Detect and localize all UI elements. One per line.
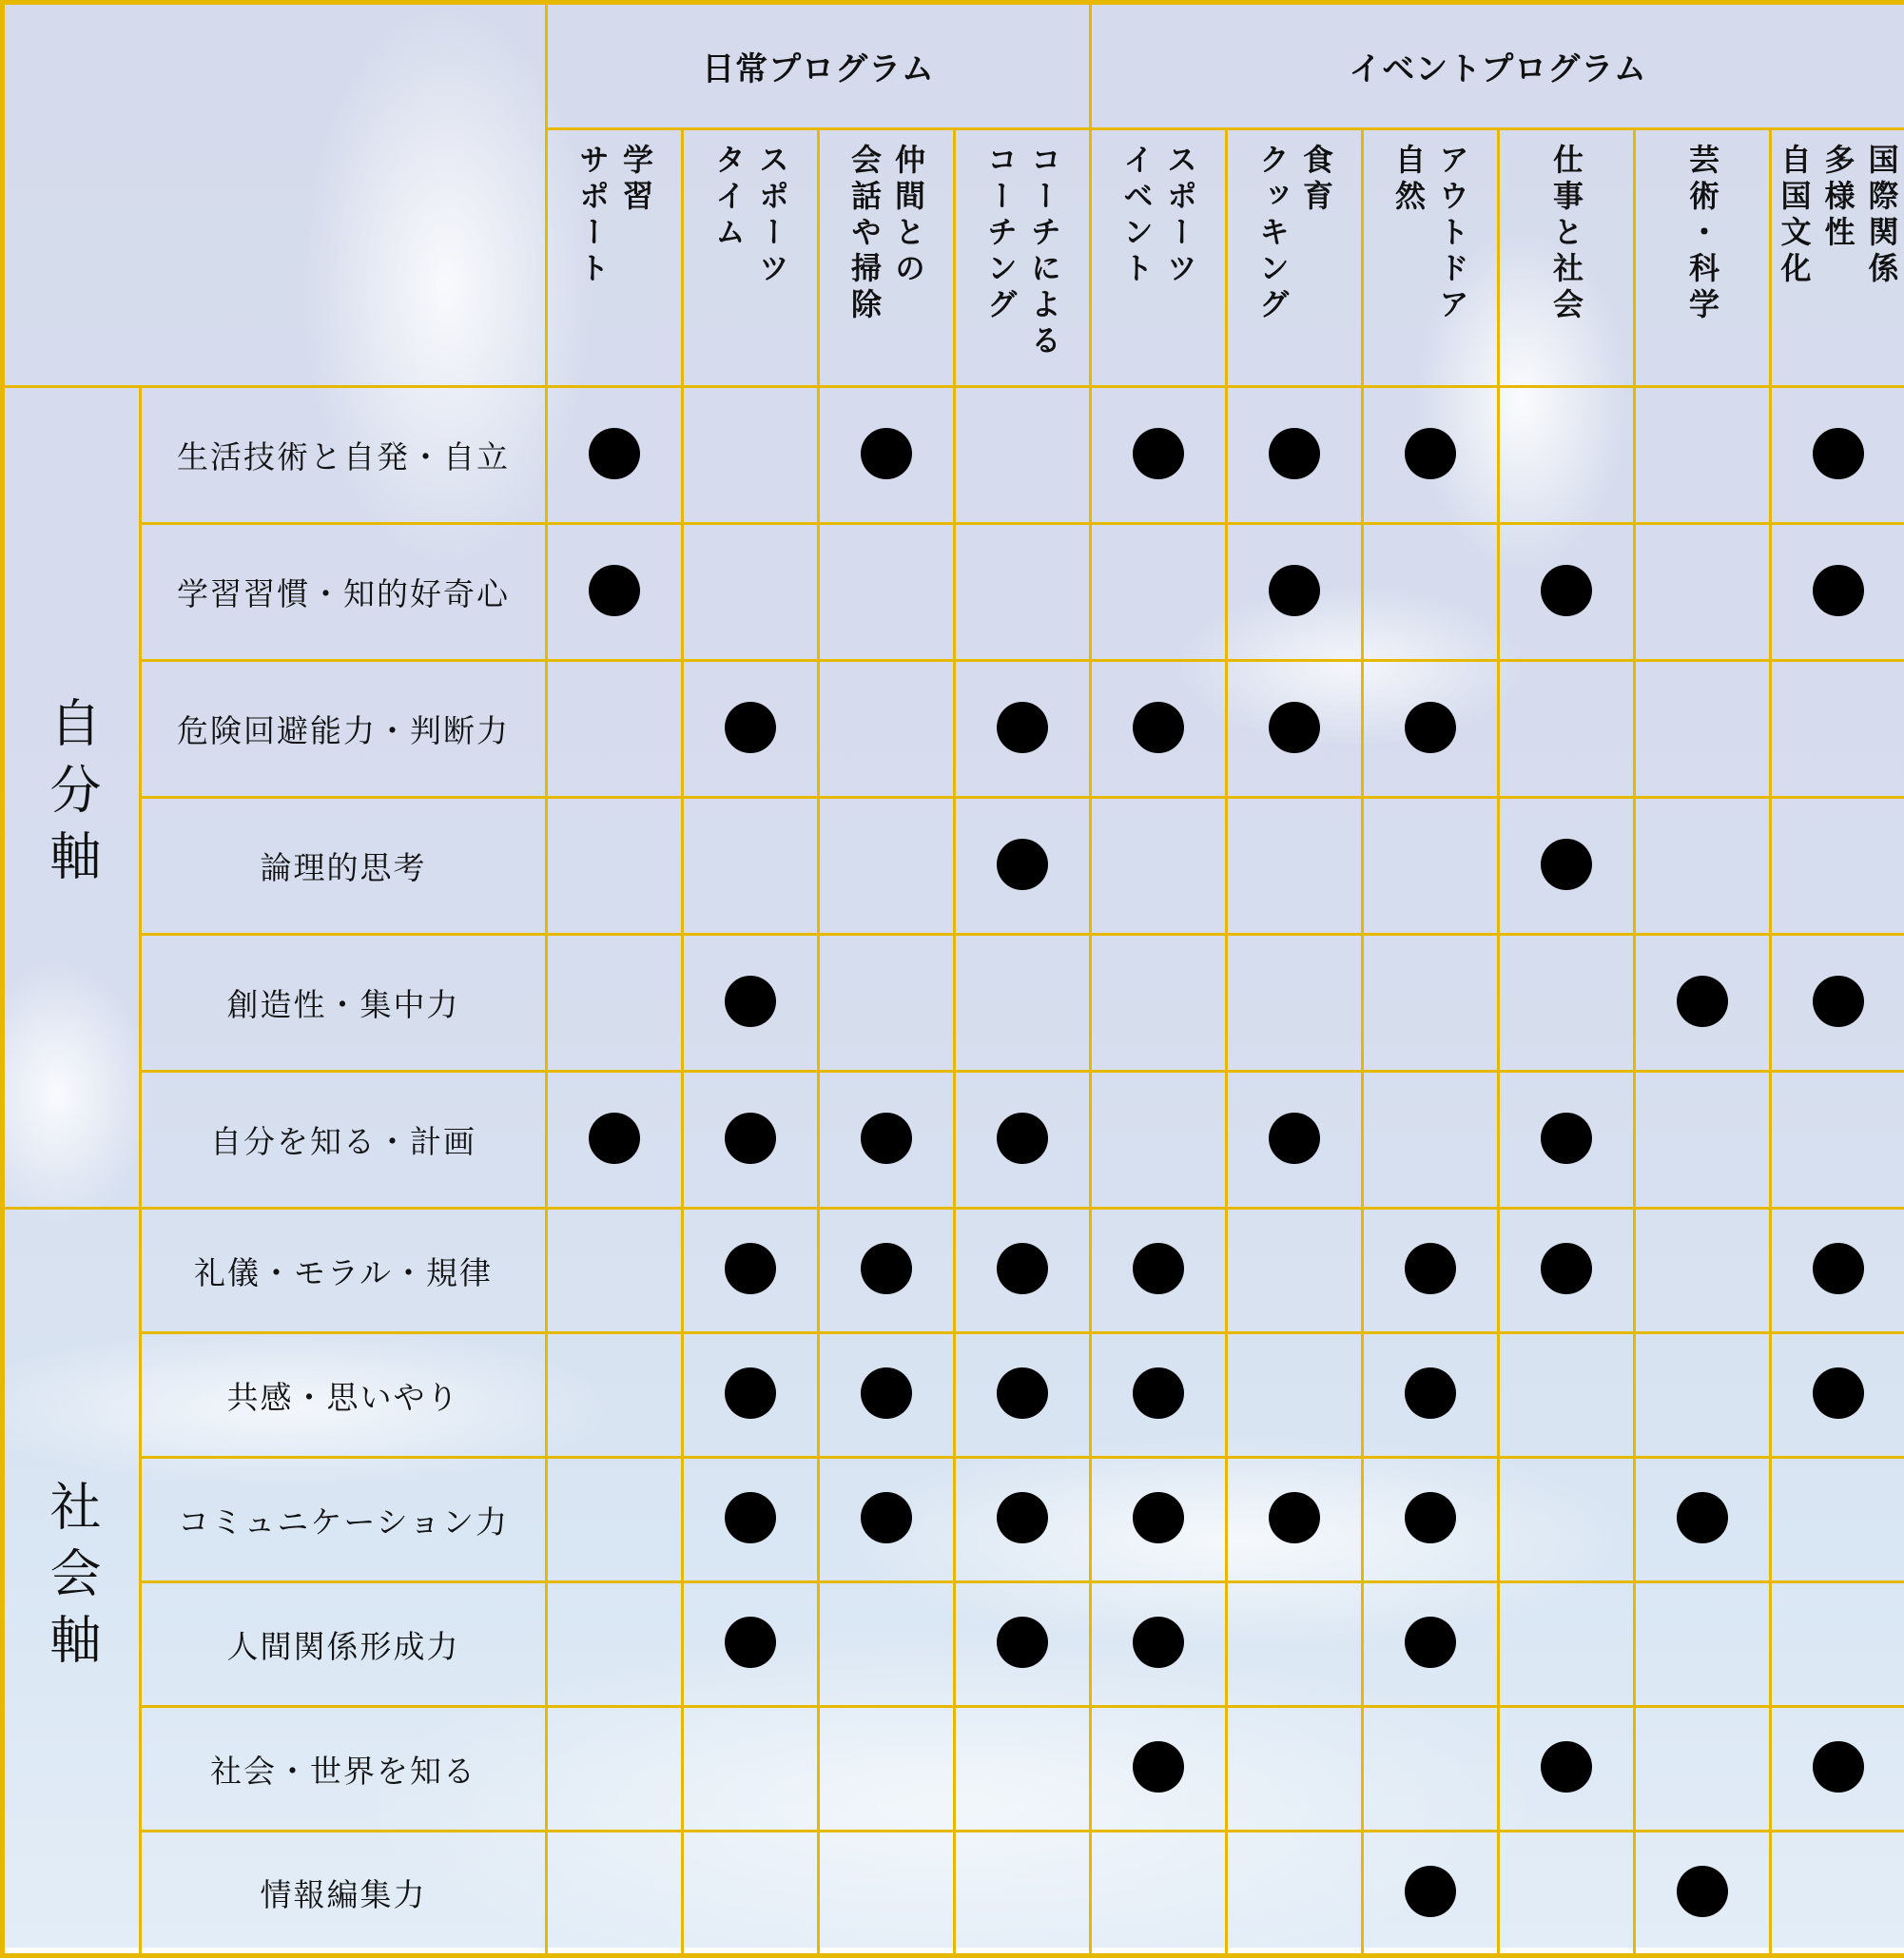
matrix-cell (819, 798, 955, 935)
filled-circle-icon (725, 1113, 776, 1164)
matrix-cell (819, 387, 955, 524)
filled-circle-icon (997, 1492, 1048, 1543)
matrix-cell (819, 1333, 955, 1458)
matrix-cell (1771, 1707, 1904, 1832)
matrix-cell (1771, 1832, 1904, 1956)
matrix-cell (683, 935, 819, 1072)
row-label: 自分を知る・計画 (210, 1123, 476, 1160)
column-header (1227, 129, 1363, 387)
matrix-cell (1771, 1209, 1904, 1333)
matrix-cell (1635, 1582, 1771, 1707)
filled-circle-icon (1133, 428, 1184, 479)
filled-circle-icon (861, 1367, 912, 1419)
row-label: 情報編集力 (261, 1876, 427, 1913)
matrix-cell (547, 1582, 683, 1707)
group-title: 日常プログラム (702, 50, 935, 88)
matrix-cell (683, 387, 819, 524)
matrix-cell (683, 1333, 819, 1458)
filled-circle-icon (1813, 976, 1864, 1027)
column-header-label: スポーツ イベント (1115, 144, 1202, 381)
column-header (819, 129, 955, 387)
row-label: 社会・世界を知る (210, 1753, 476, 1790)
matrix-cell (1635, 1458, 1771, 1582)
matrix-cell (1091, 1458, 1227, 1582)
matrix-cell (683, 1209, 819, 1333)
matrix-cell (1091, 1707, 1227, 1832)
filled-circle-icon (861, 1492, 912, 1543)
filled-circle-icon (1269, 1492, 1320, 1543)
column-header-label: アウトドア 自然 (1387, 144, 1474, 381)
matrix-cell (1499, 1333, 1635, 1458)
matrix-cell (1635, 1832, 1771, 1956)
filled-circle-icon (725, 1492, 776, 1543)
matrix-cell (1771, 798, 1904, 935)
filled-circle-icon (1541, 1113, 1592, 1164)
column-header (1635, 129, 1771, 387)
matrix-cell (1499, 1832, 1635, 1956)
table-row (3, 798, 1904, 935)
matrix-cell (1227, 1209, 1363, 1333)
matrix-cell (1635, 524, 1771, 661)
column-header (547, 129, 683, 387)
filled-circle-icon (1405, 1866, 1456, 1917)
filled-circle-icon (589, 1113, 640, 1164)
matrix-cell (1363, 524, 1499, 661)
row-label-cell (141, 935, 547, 1072)
matrix-cell (819, 1209, 955, 1333)
group-header (547, 3, 1091, 129)
matrix-cell (1363, 1832, 1499, 1956)
filled-circle-icon (1813, 428, 1864, 479)
column-header (1091, 129, 1227, 387)
column-header-label: 仲間との 会話や掃除 (843, 144, 930, 381)
filled-circle-icon (1405, 1617, 1456, 1668)
filled-circle-icon (861, 1243, 912, 1294)
axis-cell (3, 1209, 141, 1956)
table-row (3, 1832, 1904, 1956)
table-row (3, 1707, 1904, 1832)
matrix-cell (955, 387, 1091, 524)
matrix-cell (1635, 1333, 1771, 1458)
filled-circle-icon (725, 702, 776, 753)
filled-circle-icon (1269, 1113, 1320, 1164)
column-header (1499, 129, 1635, 387)
matrix-cell (1227, 1832, 1363, 1956)
matrix-cell (1363, 387, 1499, 524)
matrix-cell (683, 798, 819, 935)
matrix-cell (1227, 1582, 1363, 1707)
matrix-cell (1635, 661, 1771, 798)
matrix-cell (1363, 1072, 1499, 1209)
column-header-label: 食育 クッキング (1251, 144, 1338, 381)
filled-circle-icon (1405, 1492, 1456, 1543)
matrix-cell (955, 1582, 1091, 1707)
matrix-cell (1635, 935, 1771, 1072)
group-header (1091, 3, 1904, 129)
matrix-cell (819, 935, 955, 1072)
filled-circle-icon (1677, 1866, 1728, 1917)
column-header-label: 国際関係 多様性 自国文化 (1773, 144, 1904, 381)
filled-circle-icon (997, 1243, 1048, 1294)
matrix-cell (819, 1707, 955, 1832)
row-label-cell (141, 1209, 547, 1333)
table-row (3, 1209, 1904, 1333)
filled-circle-icon (997, 839, 1048, 890)
filled-circle-icon (1269, 702, 1320, 753)
table-row (3, 935, 1904, 1072)
matrix-cell (547, 1707, 683, 1832)
matrix-cell (955, 1072, 1091, 1209)
filled-circle-icon (1541, 1243, 1592, 1294)
matrix-cell (819, 1832, 955, 1956)
matrix-cell (1227, 1333, 1363, 1458)
matrix-cell (683, 524, 819, 661)
filled-circle-icon (1677, 976, 1728, 1027)
filled-circle-icon (1405, 1243, 1456, 1294)
matrix-cell (683, 661, 819, 798)
filled-circle-icon (1133, 1617, 1184, 1668)
matrix-cell (1091, 1072, 1227, 1209)
filled-circle-icon (1133, 702, 1184, 753)
row-label-cell (141, 661, 547, 798)
matrix-cell (1771, 1458, 1904, 1582)
matrix-cell (1499, 935, 1635, 1072)
filled-circle-icon (861, 428, 912, 479)
matrix-cell (1227, 524, 1363, 661)
filled-circle-icon (1813, 1741, 1864, 1793)
matrix-cell (1771, 935, 1904, 1072)
row-label: 共感・思いやり (227, 1379, 460, 1416)
matrix-cell (1771, 1333, 1904, 1458)
row-label-cell (141, 1582, 547, 1707)
row-label: コミュニケーション力 (178, 1503, 509, 1541)
axis-label: 社会軸 (35, 1480, 108, 1679)
matrix-cell (1091, 524, 1227, 661)
matrix-cell (819, 1582, 955, 1707)
column-header-label: 仕事と社会 (1545, 144, 1588, 381)
row-label-cell (141, 1707, 547, 1832)
matrix-cell (1499, 387, 1635, 524)
matrix-cell (547, 935, 683, 1072)
column-header (1771, 129, 1904, 387)
matrix-cell (1499, 661, 1635, 798)
matrix-cell (683, 1832, 819, 1956)
matrix-cell (547, 1072, 683, 1209)
matrix-cell (1499, 1458, 1635, 1582)
matrix-cell (547, 1832, 683, 1956)
filled-circle-icon (589, 428, 640, 479)
matrix-cell (955, 1333, 1091, 1458)
matrix-cell (547, 798, 683, 935)
matrix-cell (819, 1072, 955, 1209)
matrix-cell (1635, 798, 1771, 935)
matrix-cell (1771, 1072, 1904, 1209)
filled-circle-icon (1133, 1243, 1184, 1294)
filled-circle-icon (1813, 1367, 1864, 1419)
matrix-cell (1227, 661, 1363, 798)
row-label: 危険回避能力・判断力 (177, 712, 510, 749)
matrix-cell (1091, 1832, 1227, 1956)
column-header-label: 芸術・科学 (1681, 144, 1724, 381)
matrix-cell (819, 1458, 955, 1582)
table-row (3, 1458, 1904, 1582)
matrix-cell (1227, 387, 1363, 524)
filled-circle-icon (1813, 1243, 1864, 1294)
matrix-cell (1227, 1072, 1363, 1209)
filled-circle-icon (997, 1367, 1048, 1419)
matrix-cell (955, 1458, 1091, 1582)
filled-circle-icon (1405, 702, 1456, 753)
row-label-cell (141, 798, 547, 935)
corner-cell (3, 3, 547, 387)
matrix-cell (955, 661, 1091, 798)
matrix-cell (1635, 1707, 1771, 1832)
matrix-cell (683, 1072, 819, 1209)
matrix-cell (1363, 935, 1499, 1072)
filled-circle-icon (1269, 428, 1320, 479)
row-label: 創造性・集中力 (227, 986, 460, 1023)
table-row (3, 1582, 1904, 1707)
filled-circle-icon (1813, 565, 1864, 616)
matrix-cell (1227, 798, 1363, 935)
matrix-cell (955, 524, 1091, 661)
matrix-cell (1091, 935, 1227, 1072)
matrix-cell (955, 1832, 1091, 1956)
filled-circle-icon (1405, 428, 1456, 479)
matrix-cell (1363, 1707, 1499, 1832)
matrix-cell (547, 1209, 683, 1333)
matrix-cell (1499, 798, 1635, 935)
row-label-cell (141, 1458, 547, 1582)
table-row (3, 1072, 1904, 1209)
filled-circle-icon (1677, 1492, 1728, 1543)
matrix-cell (547, 524, 683, 661)
table-row (3, 524, 1904, 661)
matrix-cell (1771, 1582, 1904, 1707)
matrix-cell (819, 524, 955, 661)
group-title: イベントプログラム (1349, 50, 1647, 88)
matrix-cell (1363, 798, 1499, 935)
filled-circle-icon (997, 1113, 1048, 1164)
matrix-cell (547, 387, 683, 524)
matrix-cell (1499, 1707, 1635, 1832)
matrix-cell (1635, 387, 1771, 524)
matrix-cell (683, 1458, 819, 1582)
filled-circle-icon (1133, 1492, 1184, 1543)
column-header-label: 学習 サポート (571, 144, 658, 381)
row-label: 生活技術と自発・自立 (177, 438, 510, 475)
matrix-cell (547, 1333, 683, 1458)
row-label: 論理的思考 (261, 849, 427, 886)
axis-label: 自分軸 (35, 696, 108, 896)
table-row (3, 1333, 1904, 1458)
matrix-cell (1091, 798, 1227, 935)
column-header (683, 129, 819, 387)
matrix-cell (1363, 1209, 1499, 1333)
row-label-cell (141, 1072, 547, 1209)
matrix-cell (1499, 1582, 1635, 1707)
filled-circle-icon (725, 1243, 776, 1294)
matrix-cell (1227, 935, 1363, 1072)
filled-circle-icon (725, 976, 776, 1027)
table-row (3, 387, 1904, 524)
filled-circle-icon (997, 702, 1048, 753)
matrix-cell (1499, 1209, 1635, 1333)
matrix-cell (1091, 1333, 1227, 1458)
row-label-cell (141, 1333, 547, 1458)
matrix-cell (819, 661, 955, 798)
row-label-cell (141, 524, 547, 661)
matrix-cell (1771, 524, 1904, 661)
matrix-cell (955, 1707, 1091, 1832)
filled-circle-icon (1541, 839, 1592, 890)
matrix-cell (1091, 1582, 1227, 1707)
table-row (3, 661, 1904, 798)
filled-circle-icon (725, 1617, 776, 1668)
row-label: 礼儀・モラル・規律 (194, 1254, 493, 1291)
matrix-cell (1499, 524, 1635, 661)
column-header (955, 129, 1091, 387)
matrix-cell (1227, 1458, 1363, 1582)
row-label: 学習習慣・知的好奇心 (177, 575, 510, 612)
column-header-label: コーチによる コーチング (979, 144, 1066, 381)
group-header-row (3, 3, 1904, 129)
matrix-cell (683, 1582, 819, 1707)
filled-circle-icon (1405, 1367, 1456, 1419)
matrix-cell (547, 661, 683, 798)
matrix-cell (683, 1707, 819, 1832)
matrix-cell (1499, 1072, 1635, 1209)
filled-circle-icon (725, 1367, 776, 1419)
matrix-cell (1771, 661, 1904, 798)
matrix-cell (1363, 661, 1499, 798)
matrix-cell (955, 798, 1091, 935)
matrix-cell (1771, 387, 1904, 524)
filled-circle-icon (1133, 1367, 1184, 1419)
matrix-cell (1091, 387, 1227, 524)
matrix-cell (547, 1458, 683, 1582)
matrix-cell (955, 935, 1091, 1072)
matrix-cell (1635, 1209, 1771, 1333)
filled-circle-icon (861, 1113, 912, 1164)
column-header (1363, 129, 1499, 387)
filled-circle-icon (997, 1617, 1048, 1668)
matrix-cell (1091, 661, 1227, 798)
filled-circle-icon (1541, 1741, 1592, 1793)
matrix-cell (1363, 1458, 1499, 1582)
filled-circle-icon (589, 565, 640, 616)
axis-cell (3, 387, 141, 1209)
filled-circle-icon (1269, 565, 1320, 616)
filled-circle-icon (1541, 565, 1592, 616)
column-header-label: スポーツ タイム (707, 144, 794, 381)
matrix-cell (1227, 1707, 1363, 1832)
matrix-cell (1635, 1072, 1771, 1209)
row-label-cell (141, 387, 547, 524)
row-label: 人間関係形成力 (227, 1628, 460, 1665)
matrix-cell (1091, 1209, 1227, 1333)
matrix-cell (1363, 1582, 1499, 1707)
matrix-cell (1363, 1333, 1499, 1458)
filled-circle-icon (1133, 1741, 1184, 1793)
matrix-cell (955, 1209, 1091, 1333)
row-label-cell (141, 1832, 547, 1956)
